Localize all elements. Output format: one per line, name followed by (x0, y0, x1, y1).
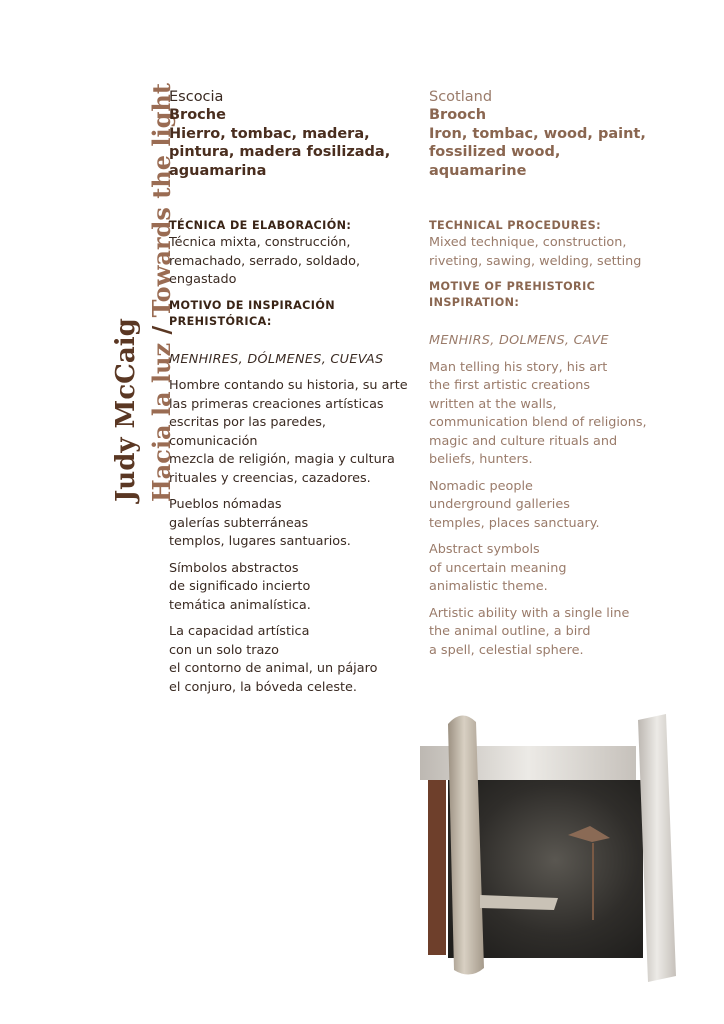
materials-line: aguamarina (169, 162, 267, 179)
object-en: Brooch (429, 107, 487, 123)
technique-label-en: TECHNICAL PROCEDURES: (429, 219, 602, 232)
text-line: Nomadic people (429, 478, 533, 494)
text-line: temática animalística. (169, 597, 311, 613)
paragraph-en-4 (429, 605, 679, 661)
text-line: Artistic ability with a single line (429, 605, 630, 621)
materials-line: fossilized wood, (429, 144, 561, 160)
text-line: Hombre contando su historia, su arte (169, 378, 408, 393)
text-line: magic and culture rituals and (429, 433, 618, 449)
text-line: escritas por las paredes, comunicación (169, 415, 326, 449)
text-line: con un solo trazo (169, 642, 279, 658)
text-line: Pueblos nómadas (169, 497, 282, 512)
text-line: a spell, celestial sphere. (429, 642, 584, 658)
subtitle-en: Towards the light (147, 83, 176, 318)
materials-es (169, 125, 414, 181)
text-line: Man telling his story, his art (429, 359, 608, 375)
brooch-photo (414, 708, 684, 993)
text-line: underground galleries (429, 497, 570, 512)
text-line: Técnica mixta, construcción, (169, 235, 351, 250)
text-line: remachado, serrado, soldado, (169, 253, 361, 269)
label-line: MOTIVO DE INSPIRACIÓN (169, 298, 335, 312)
text-line: written at the walls, (429, 396, 557, 412)
paragraph-es-2 (169, 496, 414, 552)
right-silver-post (638, 714, 676, 982)
text-line: temples, places sanctuary. (429, 515, 600, 531)
spanish-column (169, 88, 414, 697)
materials-line: pintura, madera fosilizada, (169, 144, 391, 160)
text-line: las primeras creaciones artísticas (169, 396, 384, 412)
text-line: Abstract symbols (429, 542, 540, 557)
text-line: de significado incierto (169, 579, 311, 594)
text-line: engastado (169, 272, 237, 287)
materials-line: Iron, tombac, wood, paint, (429, 125, 646, 142)
country-es: Escocia (169, 89, 224, 105)
title-separator: / (147, 325, 176, 335)
artist-name: Judy McCaig (111, 318, 141, 502)
materials-line: aquamarine (429, 162, 527, 179)
text-line: the first artistic creations (429, 378, 591, 393)
motif-es: MENHIRES, DÓLMENES, CUEVAS (169, 351, 384, 367)
country-en: Scotland (429, 89, 493, 105)
text-line: galerías subterráneas (169, 515, 309, 531)
text-line: the animal outline, a bird (429, 624, 591, 639)
text-line: La capacidad artística (169, 624, 310, 639)
object-es: Broche (169, 107, 226, 123)
paragraph-es-1 (169, 377, 414, 488)
materials-line: Hierro, tombac, madera, (169, 125, 370, 142)
text-line: templos, lugares santuarios. (169, 534, 351, 549)
text-line: beliefs, hunters. (429, 452, 533, 467)
rust-strip (428, 780, 446, 955)
vertical-title (110, 83, 178, 502)
paragraph-en-1 (429, 359, 679, 470)
label-line: INSPIRATION: (429, 296, 520, 309)
paragraph-en-2 (429, 478, 679, 534)
text-line: el conjuro, la bóveda celeste. (169, 679, 357, 695)
technique-text-en (429, 234, 679, 271)
paragraph-en-3 (429, 541, 679, 597)
text-line: riveting, sawing, welding, setting (429, 253, 642, 269)
subtitle-es: Hacia la luz (147, 342, 176, 502)
text-line: of uncertain meaning (429, 560, 567, 576)
technique-label-es: TÉCNICA DE ELABORACIÓN: (169, 219, 352, 232)
label-line: PREHISTÓRICA: (169, 314, 272, 328)
text-line: communication blend of religions, (429, 415, 647, 430)
motif-en: MENHIRS, DOLMENS, CAVE (429, 333, 609, 348)
text-line: el contorno de animal, un pájaro (169, 661, 378, 676)
text-line: rituales y creencias, cazadores. (169, 470, 371, 486)
paragraph-es-4 (169, 623, 414, 697)
text-line: Mixed technique, construction, (429, 235, 627, 250)
inspiration-label-en (429, 279, 679, 311)
inspiration-label-es (169, 298, 414, 330)
english-column (429, 88, 679, 660)
text-line: Símbolos abstractos (169, 560, 299, 576)
technique-text-es (169, 234, 414, 290)
text-line: animalistic theme. (429, 579, 548, 594)
label-line: MOTIVE OF PREHISTORIC (429, 280, 596, 293)
paragraph-es-3 (169, 560, 414, 616)
text-line: mezcla de religión, magia y cultura (169, 452, 395, 467)
materials-en (429, 125, 679, 181)
